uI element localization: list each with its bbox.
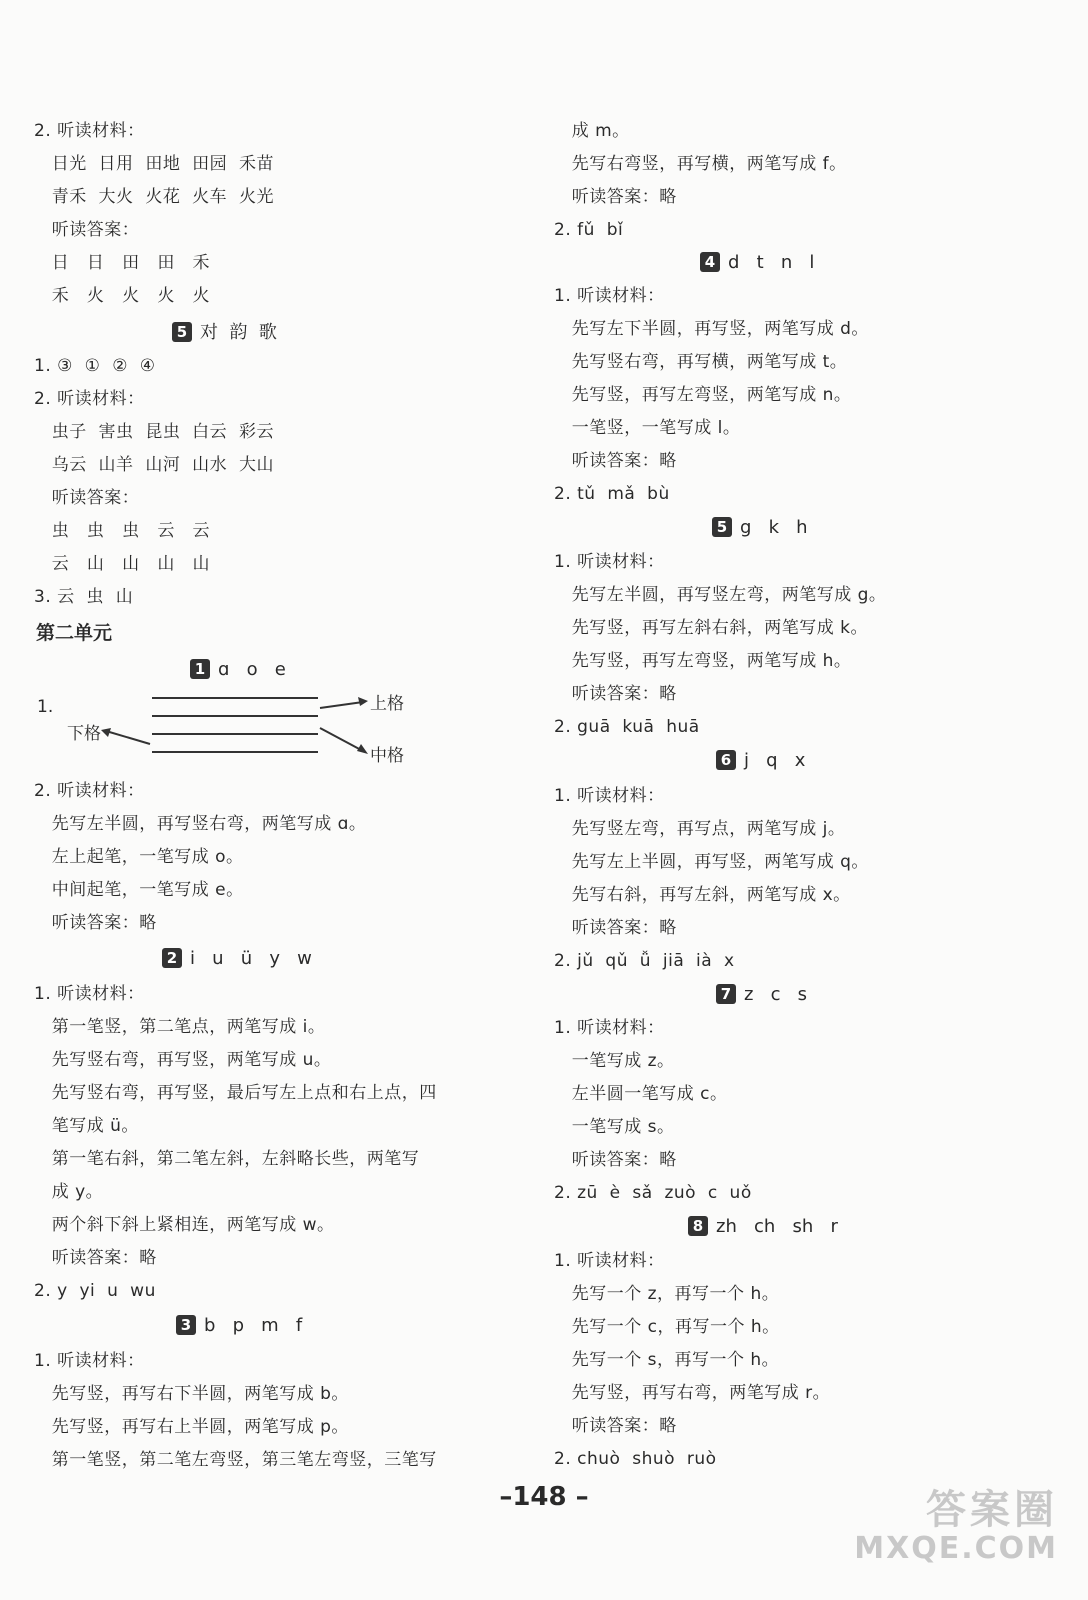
arrow-middle	[320, 728, 363, 751]
text-line: 成 m。	[554, 121, 630, 141]
lesson-number-badge: 7	[716, 984, 736, 1004]
lesson-header	[172, 322, 277, 344]
text-line: 笔写成 ü。	[34, 1116, 139, 1136]
arrow-bottom	[106, 731, 150, 744]
text-line: 2. zū è sǎ zuò c uǒ	[554, 1183, 752, 1203]
text-line: 先写竖，再写左弯竖，两笔写成 h。	[554, 651, 852, 671]
text-line: 2. fǔ bǐ	[554, 220, 624, 240]
text-line: 先写左下半圆，再写竖，两笔写成 d。	[554, 319, 869, 339]
text-line: 先写竖右弯，再写竖，两笔写成 u。	[34, 1050, 332, 1070]
text-line: 先写竖右弯，再写竖，最后写左上点和右上点，四	[34, 1083, 437, 1103]
text-line: 先写右弯竖，再写横，两笔写成 f。	[554, 154, 847, 174]
text-line: 先写竖，再写右上半圆，两笔写成 p。	[34, 1417, 349, 1437]
text-line: 听读答案：略	[554, 451, 677, 471]
text-line: 禾 火 火 火 火	[34, 286, 211, 306]
text-line: 听读答案：略	[34, 1248, 157, 1268]
lesson-title: 对 韵 歌	[200, 322, 277, 343]
lesson-title: ɑ o e	[218, 659, 286, 680]
text-line: 听读答案：	[34, 220, 140, 240]
lesson-title: d t n l	[728, 252, 815, 273]
text-line: 1. 听读材料：	[554, 786, 665, 806]
text-line: 虫 虫 虫 云 云	[34, 521, 211, 541]
text-line: 中间起笔，一笔写成 e。	[34, 880, 244, 900]
text-line: 3. 云 虫 山	[34, 587, 134, 607]
watermark-line1: 答案圈	[926, 1487, 1058, 1533]
text-line: 2. tǔ mǎ bù	[554, 484, 670, 504]
text-line: 先写左上半圆，再写竖，两笔写成 q。	[554, 852, 869, 872]
text-line: 2. guā kuā huā	[554, 717, 700, 737]
text-line: 先写竖，再写左弯竖，两笔写成 n。	[554, 385, 852, 405]
lesson-header	[688, 1216, 838, 1238]
lesson-header	[190, 659, 286, 681]
lesson-header	[716, 750, 805, 772]
text-line: 先写右斜，再写左斜，两笔写成 x。	[554, 885, 851, 905]
text-line: 2. y yi u wu	[34, 1281, 156, 1301]
text-line: 先写左半圆，再写竖右弯，两笔写成 ɑ。	[34, 814, 367, 834]
lesson-number-badge: 5	[712, 517, 732, 537]
text-line: 听读答案：略	[554, 1416, 677, 1436]
text-line: 第一笔竖，第二笔点，两笔写成 i。	[34, 1017, 326, 1037]
text-line: 1. ③ ① ② ④	[34, 356, 156, 376]
text-line: 乌云 山羊 山河 山水 大山	[34, 455, 274, 475]
text-line: 听读答案：略	[554, 684, 677, 704]
text-line: 虫子 害虫 昆虫 白云 彩云	[34, 422, 274, 442]
text-line: 1. 听读材料：	[34, 1351, 145, 1371]
text-line: 第一笔右斜，第二笔左斜，左斜略长些，两笔写	[34, 1149, 420, 1169]
lesson-title: z c s	[744, 984, 808, 1005]
text-line: 一笔竖，一笔写成 l。	[554, 418, 741, 438]
label-bottom: 下格	[67, 724, 101, 744]
text-line: 先写竖，再写右弯，两笔写成 r。	[554, 1383, 831, 1403]
text-line: 第一笔竖，第二笔左弯竖，第三笔左弯竖，三笔写	[34, 1450, 437, 1470]
lesson-number-badge: 1	[190, 659, 210, 679]
unit-title: 第二单元	[36, 622, 113, 644]
text-line: 2. 听读材料：	[34, 121, 145, 141]
lesson-number-badge: 3	[176, 1315, 196, 1335]
arrow-middle-head	[357, 744, 368, 754]
text-line: 先写一个 c，再写一个 h。	[554, 1317, 780, 1337]
lesson-title: g k h	[740, 517, 808, 538]
arrow-bottom-head	[101, 728, 111, 737]
lesson-number-badge: 8	[688, 1216, 708, 1236]
text-line: 1. 听读材料：	[34, 984, 145, 1004]
text-line: 1. 听读材料：	[554, 286, 665, 306]
lesson-header	[176, 1315, 302, 1337]
text-line: 听读答案：	[34, 488, 140, 508]
text-line: 听读答案：略	[554, 918, 677, 938]
lesson-number-badge: 2	[162, 948, 182, 968]
arrow-top-head	[358, 697, 368, 706]
text-line: 1. 听读材料：	[554, 1251, 665, 1271]
text-line: 云 山 山 山 山	[34, 554, 211, 574]
lesson-title: zh ch sh r	[716, 1216, 838, 1237]
text-line: 一笔写成 z。	[554, 1051, 675, 1071]
lesson-number-badge: 6	[716, 750, 736, 770]
text-line: 2. 听读材料：	[34, 781, 145, 801]
lesson-title: j q x	[744, 750, 806, 771]
text-line: 听读答案：略	[554, 1150, 677, 1170]
label-top: 上格	[370, 694, 404, 714]
text-line: 左上起笔，一笔写成 o。	[34, 847, 244, 867]
text-line: 2. 听读材料：	[34, 389, 145, 409]
text-line: 先写竖左弯，再写点，两笔写成 j。	[554, 819, 846, 839]
watermark-line2: MXQE.COM	[854, 1531, 1058, 1566]
text-line: 先写竖，再写右下半圆，两笔写成 b。	[34, 1384, 349, 1404]
text-line: 成 y。	[34, 1182, 104, 1202]
text-line: 2. jǔ qǔ ǚ jiā ià x	[554, 951, 735, 971]
text-line: 2. chuò shuò ruò	[554, 1449, 717, 1469]
text-line: 先写左半圆，再写竖左弯，两笔写成 g。	[554, 585, 887, 605]
page-number: –148 –	[499, 1482, 589, 1512]
lesson-header	[712, 517, 808, 539]
text-line: 左半圆一笔写成 c。	[554, 1084, 728, 1104]
lesson-title: b p m f	[204, 1315, 303, 1336]
text-line: 先写竖右弯，再写横，两笔写成 t。	[554, 352, 848, 372]
watermark	[854, 1488, 1058, 1566]
four-line-grid-diagram	[30, 688, 430, 782]
text-line: 先写一个 s，再写一个 h。	[554, 1350, 780, 1370]
lesson-header	[162, 948, 312, 970]
lesson-header	[700, 252, 814, 274]
text-line: 日 日 田 田 禾	[34, 253, 211, 273]
text-line: 1. 听读材料：	[554, 1018, 665, 1038]
text-line: 1. 听读材料：	[554, 552, 665, 572]
text-line: 听读答案：略	[554, 187, 677, 207]
text-line: 两个斜下斜上紧相连，两笔写成 w。	[34, 1215, 335, 1235]
grid-number: 1.	[37, 697, 54, 717]
text-line: 先写一个 z，再写一个 h。	[554, 1284, 780, 1304]
arrow-top	[320, 702, 363, 708]
lesson-header	[716, 984, 807, 1006]
lesson-number-badge: 4	[700, 252, 720, 272]
text-line: 日光 日用 田地 田园 禾苗	[34, 154, 274, 174]
text-line: 先写竖，再写左斜右斜，两笔写成 k。	[554, 618, 868, 638]
text-line: 青禾 大火 火花 火车 火光	[34, 187, 274, 207]
text-line: 听读答案：略	[34, 913, 157, 933]
label-middle: 中格	[370, 746, 404, 766]
grid-svg	[30, 688, 430, 778]
lesson-title: i u ü y w	[190, 948, 312, 969]
lesson-number-badge: 5	[172, 322, 192, 342]
text-line: 一笔写成 s。	[554, 1117, 675, 1137]
